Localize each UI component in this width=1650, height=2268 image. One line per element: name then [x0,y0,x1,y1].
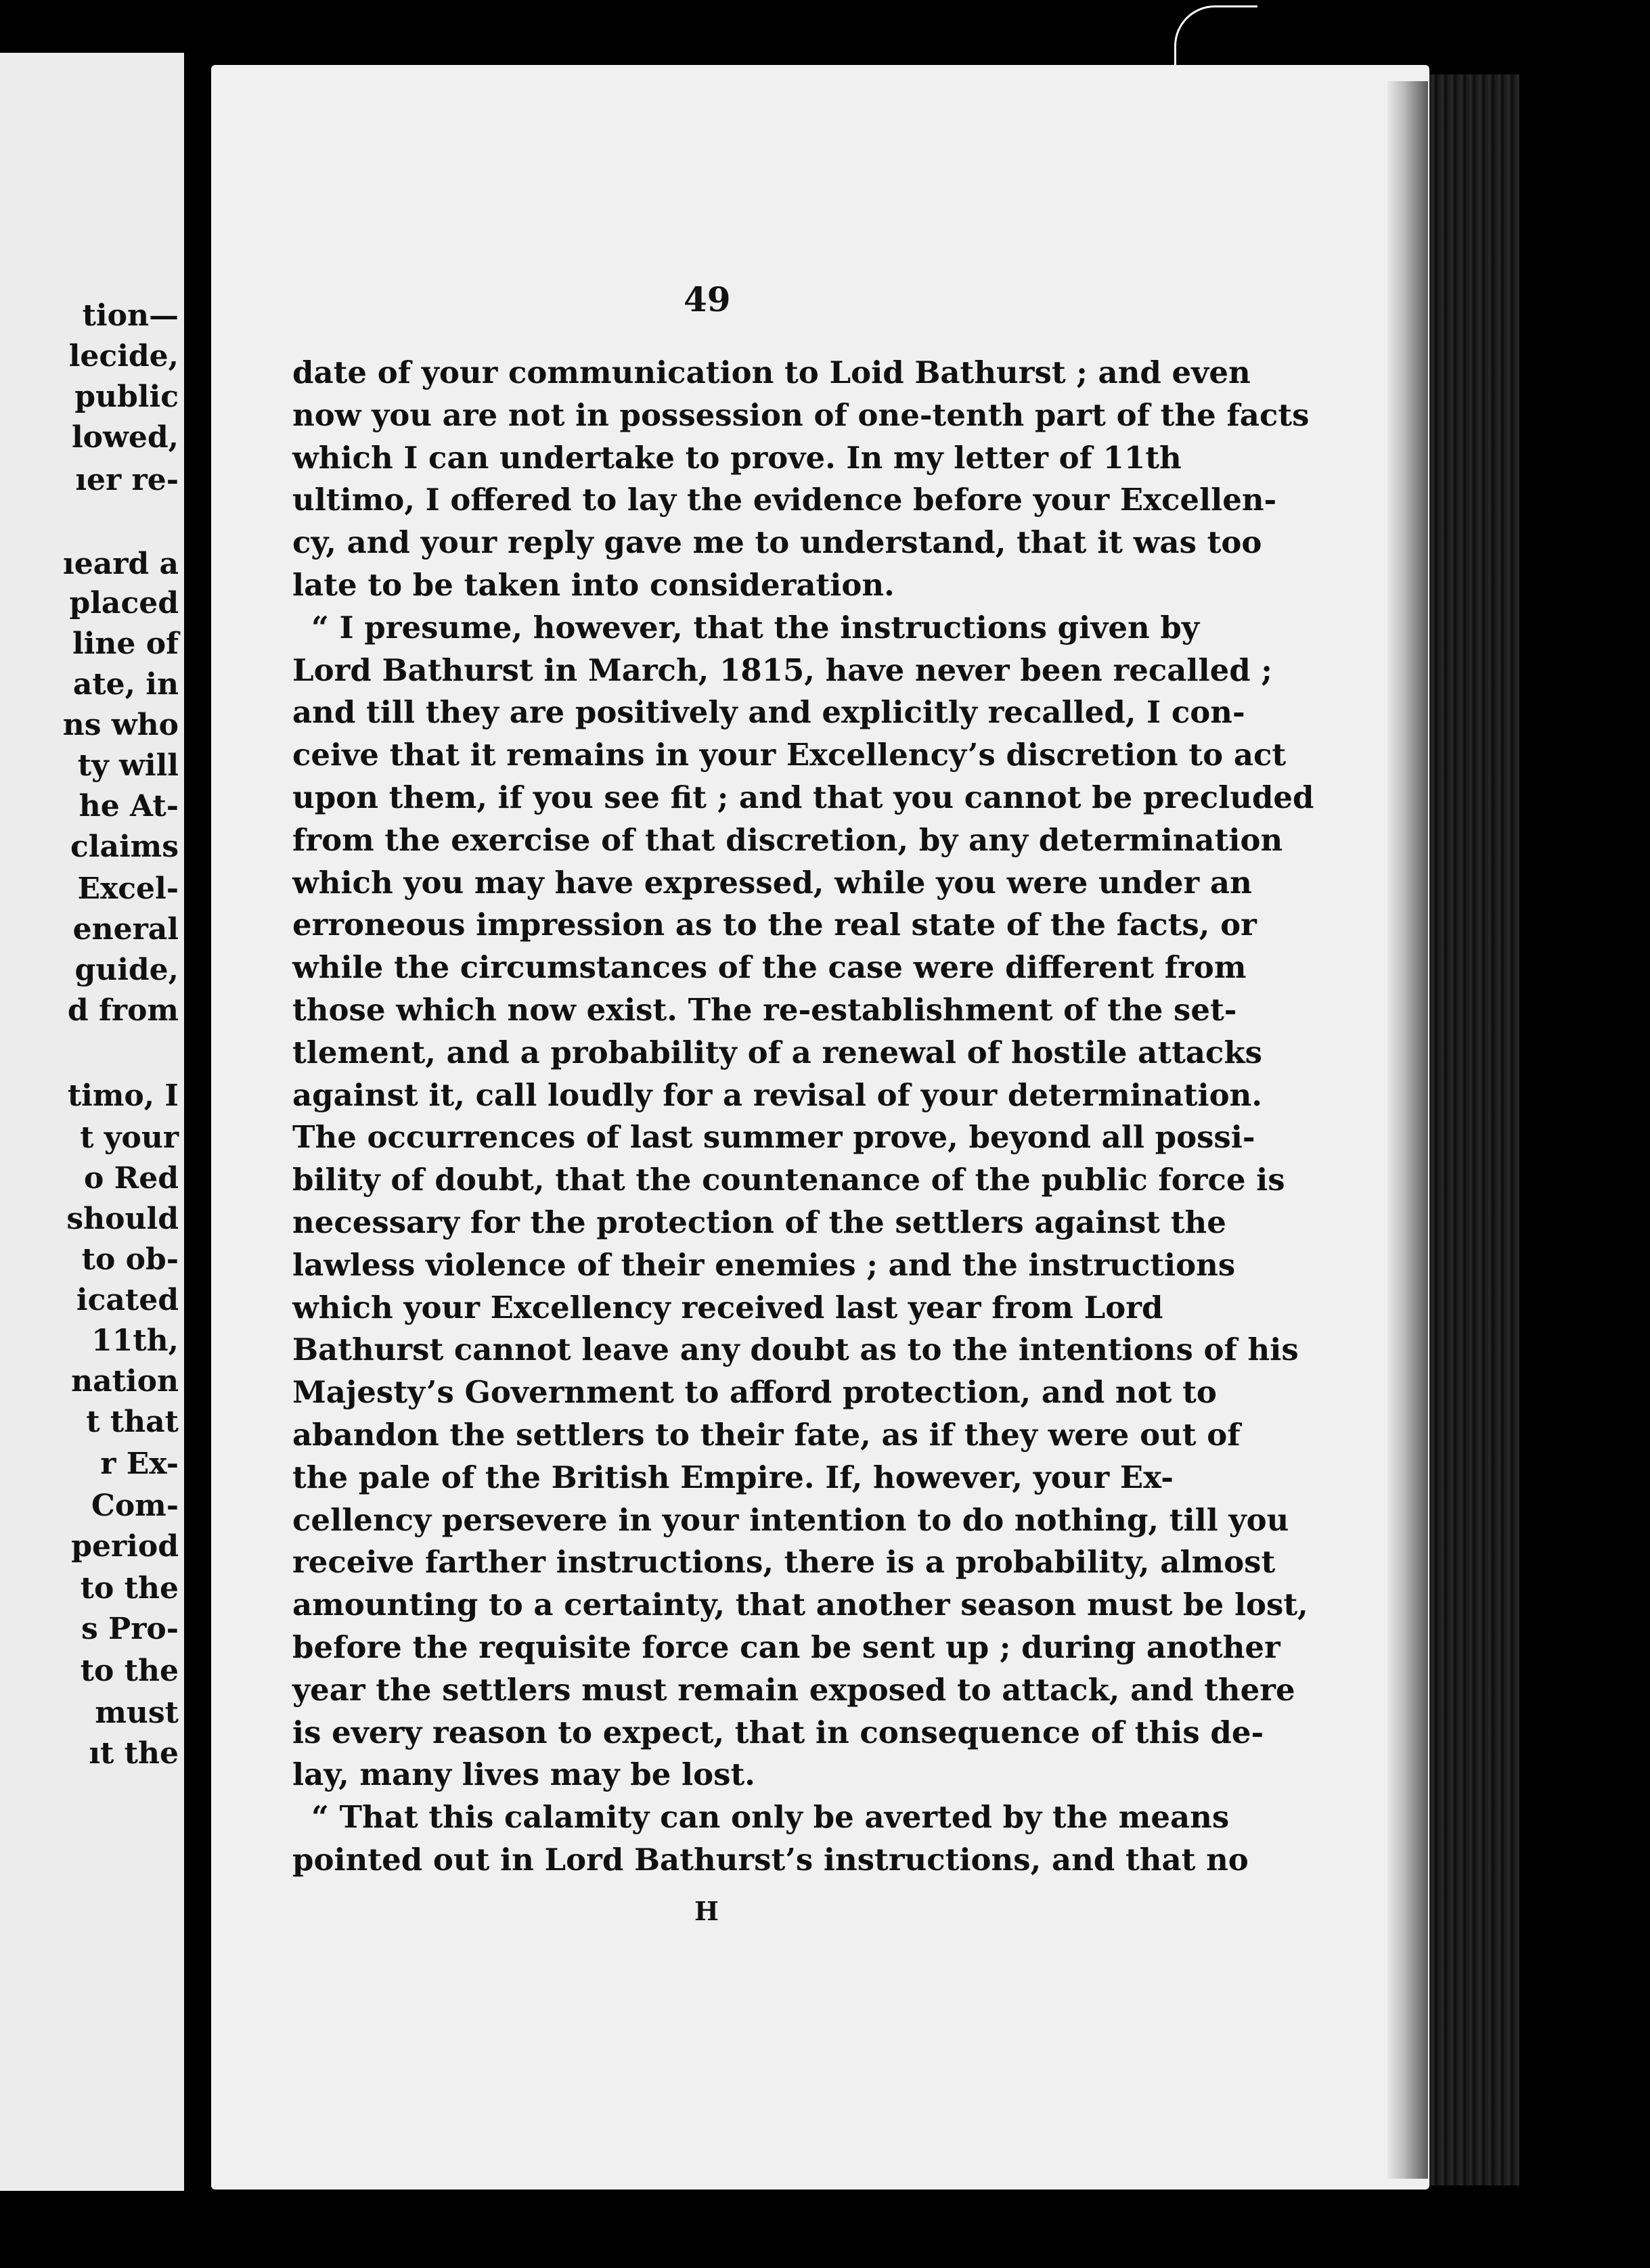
left-page-line: public [74,380,179,414]
facing-page-left [0,53,184,2191]
left-page-line: ty will [77,748,179,783]
text-line: ceive that it remains in your Excellency’s discretion to act [292,737,1287,773]
text-line: necessary for the protection of the settlers against the [292,1204,1226,1240]
left-page-line: claims [70,830,179,864]
text-line: cy, and your reply gave me to understand, that it was too [292,524,1262,561]
page-body-text [292,352,1314,1882]
left-page-line: timo, I [67,1079,179,1113]
text-line: pointed out in Lord Bathurst’s instructions, and that no [292,1841,1249,1878]
left-page-line: to ob- [81,1242,179,1277]
scan-corner-mark [1174,5,1257,68]
text-line: while the circumstances of the case were different from [292,949,1247,986]
left-page-line: s Pro- [81,1612,179,1646]
text-line: the pale of the British Empire. If, however, your Ex- [292,1459,1174,1495]
left-page-line: t your [80,1120,179,1155]
text-line: amounting to a certainty, that another season must be lost, [292,1587,1308,1623]
left-page-line: o Red [84,1161,179,1196]
left-page-line: guide, [74,953,179,987]
left-page-line: d from [67,993,179,1028]
left-page-line: ıer re- [75,463,179,497]
left-page-line: Com- [91,1489,179,1523]
left-page-line: lowed, [71,420,179,455]
text-line: abandon the settlers to their fate, as if they were out of [292,1416,1241,1453]
text-line: lawless violence of their enemies ; and the instructions [292,1246,1236,1283]
left-page-line: ıt the [89,1736,179,1771]
text-line: bility of doubt, that the countenance of the public force is [292,1162,1285,1198]
text-line: Bathurst cannot leave any doubt as to the intentions of his [292,1332,1299,1368]
left-page-line: 11th, [91,1323,179,1358]
text-line: from the exercise of that discretion, by any determination [292,821,1283,858]
text-line: those which now exist. The re-establishment of the set- [292,991,1237,1028]
text-line: which I can undertake to prove. In my letter of 11th [292,439,1182,476]
left-page-line: to the [80,1571,179,1606]
text-line: Majesty’s Government to afford protection, and not to [292,1374,1217,1411]
left-page-line: lecide, [68,339,179,373]
left-page-line: tion— [82,298,179,333]
text-line: tlement, and a probability of a renewal of hostile attacks [292,1034,1262,1070]
text-line: year the settlers must remain exposed to attack, and there [292,1671,1295,1708]
text-line: Lord Bathurst in March, 1815, have never been recalled ; [292,652,1272,688]
printer-signature-mark: H [694,1896,719,1926]
text-line: ultimo, I offered to lay the evidence before your Excellen- [292,482,1277,518]
left-page-line: icated [76,1283,179,1317]
text-line: lay, many lives may be lost. [292,1756,755,1793]
left-page-line: period [71,1529,179,1564]
left-page-line: must [95,1696,179,1730]
left-page-line: nation [71,1364,179,1399]
text-line: receive farther instructions, there is a probability, almost [292,1544,1276,1581]
text-line: against it, call loudly for a revisal of your determination. [292,1076,1262,1113]
text-line: is every reason to expect, that in consequence of this de- [292,1714,1264,1750]
text-line: “ That this calamity can only be averted by the means [311,1799,1230,1836]
page-number: 49 [684,279,731,319]
text-line: cellency persevere in your intention to do nothing, till you [292,1501,1289,1538]
left-page-line: he At- [79,789,179,823]
text-line: erroneous impression as to the real state of the facts, or [292,907,1257,943]
left-page-line: should [66,1202,179,1236]
text-line: The occurrences of last summer prove, beyond all possi- [292,1119,1255,1156]
text-line: upon them, if you see fit ; and that you cannot be precluded [292,779,1314,815]
text-line: and till they are positively and explicitly recalled, I con- [292,694,1245,731]
text-line: late to be taken into consideration. [292,566,895,603]
left-page-line: placed [69,586,179,620]
text-line: which your Excellency received last year from Lord [292,1289,1163,1325]
left-page-line: t that [86,1405,179,1439]
left-page-line: Excel- [77,871,179,906]
left-page-line: eneral [72,912,179,947]
text-line: “ I presume, however, that the instructions given by [311,609,1199,645]
left-page-line: ıeard a [63,547,179,581]
text-line: which you may have expressed, while you were under an [292,864,1252,901]
left-page-line: line of [72,627,179,661]
left-page-line: r Ex- [100,1447,179,1481]
text-line: now you are not in possession of one-tenth part of the facts [292,396,1310,433]
left-page-line: ns who [62,708,179,742]
left-page-line: to the [80,1654,179,1688]
page-edge-shadow [1387,81,1428,2179]
text-line: before the requisite force can be sent up ; during another [292,1629,1280,1665]
left-page-line: ate, in [72,667,179,702]
text-line: date of your communication to Loid Bathurst ; and even [292,355,1251,390]
